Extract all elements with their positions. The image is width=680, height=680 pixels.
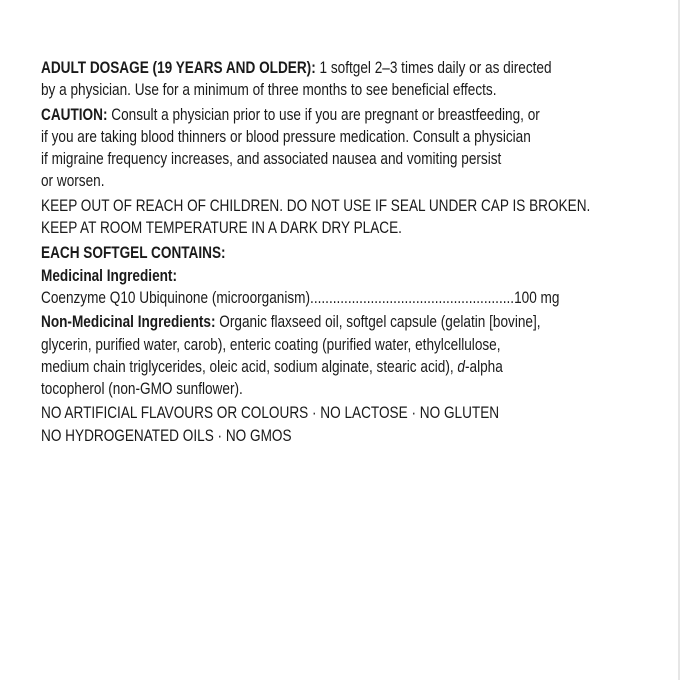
dosage-heading: ADULT DOSAGE (19 YEARS AND OLDER): xyxy=(41,59,316,77)
non-medicinal-text-1: Organic flaxseed oil, softgel capsule (gelatin [bovine], xyxy=(215,313,541,332)
dosage-line-2: by a physician. Use for a minimum of three months to see beneficial effects. xyxy=(41,81,497,100)
ingredient-amount: 100 mg xyxy=(514,288,560,307)
label-text-block xyxy=(41,57,590,447)
non-medicinal-text-3a: medium chain triglycerides, oleic acid, sodium alginate, stearic acid), xyxy=(41,357,458,376)
free-from-line-1: NO ARTIFICIAL FLAVOURS OR COLOURS · NO LACTOSE · NO GLUTEN xyxy=(41,404,500,423)
warning-line-2: KEEP AT ROOM TEMPERATURE IN A DARK DRY PLACE. xyxy=(41,219,402,238)
dosage-text-1: 1 softgel 2–3 times daily or as directed xyxy=(315,59,552,77)
caution-line-1 xyxy=(41,104,590,126)
dosage-line-1 xyxy=(41,57,590,79)
non-medicinal-line-1 xyxy=(41,311,590,333)
non-medicinal-heading: Non-Medicinal Ingredients: xyxy=(41,313,216,332)
caution-text-1: Consult a physician prior to use if you are pregnant or breastfeeding, or xyxy=(107,105,540,124)
non-medicinal-line-2: glycerin, purified water, carob), enteric coating (purified water, ethylcellulose, xyxy=(41,335,501,354)
free-from-line-2: NO HYDROGENATED OILS · NO GMOS xyxy=(41,426,292,445)
caution-line-3: if migraine frequency increases, and associated nausea and vomiting persist xyxy=(41,150,502,169)
contents-heading xyxy=(41,242,590,264)
non-medicinal-text-3-italic: d xyxy=(457,357,465,376)
caution-line-2: if you are taking blood thinners or blood pressure medication. Consult a physician xyxy=(41,127,531,146)
non-medicinal-text-3b: -alpha xyxy=(464,357,503,376)
medicinal-heading xyxy=(41,265,590,287)
contents-heading-text: EACH SOFTGEL CONTAINS: xyxy=(41,244,226,263)
caution-heading: CAUTION: xyxy=(41,105,108,124)
medicinal-ingredient-row xyxy=(41,287,590,309)
ingredient-name: Coenzyme Q10 Ubiquinone (microorganism) xyxy=(41,288,311,307)
non-medicinal-line-3 xyxy=(41,356,590,378)
warning-line-1: KEEP OUT OF REACH OF CHILDREN. DO NOT USE IF SEAL UNDER CAP IS BROKEN. xyxy=(41,196,591,215)
medicinal-heading-text: Medicinal Ingredient: xyxy=(41,266,178,285)
non-medicinal-line-4: tocopherol (non-GMO sunflower). xyxy=(41,380,243,399)
ingredient-leader-dots: ...................................................... xyxy=(310,288,515,307)
supplement-label-text xyxy=(41,57,641,447)
caution-line-4: or worsen. xyxy=(41,172,105,191)
